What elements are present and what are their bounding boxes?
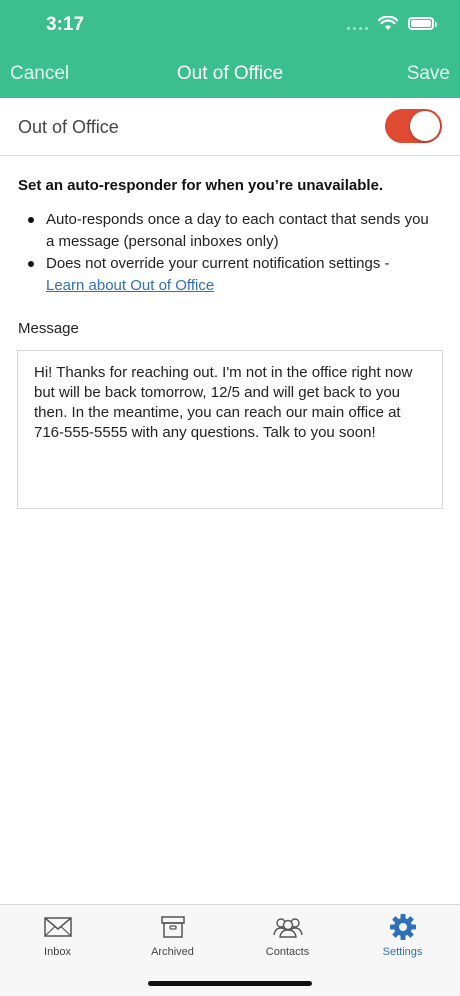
archive-box-icon bbox=[161, 915, 185, 939]
learn-about-link[interactable]: Learn about Out of Office bbox=[46, 277, 215, 294]
toggle-knob bbox=[410, 111, 440, 141]
info-heading: Set an auto-responder for when you’re unavailable. bbox=[18, 177, 384, 194]
tab-inbox[interactable] bbox=[0, 905, 115, 996]
header bbox=[0, 0, 460, 98]
out-of-office-toggle[interactable] bbox=[385, 109, 442, 143]
tab-settings[interactable] bbox=[345, 905, 460, 996]
bullet-item bbox=[18, 253, 438, 297]
out-of-office-label: Out of Office bbox=[18, 117, 119, 137]
tab-label: Contacts bbox=[265, 946, 310, 958]
page-title: Out of Office bbox=[176, 63, 284, 84]
status-time: 3:17 bbox=[46, 14, 85, 35]
status-indicators bbox=[347, 16, 434, 31]
gear-icon bbox=[389, 913, 417, 941]
message-label: Message bbox=[18, 320, 79, 337]
bullet-text: Auto-responds once a day to each contact that sends you a message (personal inboxes only) bbox=[46, 211, 429, 250]
wifi-icon bbox=[378, 16, 398, 31]
bullet-item bbox=[18, 209, 438, 253]
home-indicator bbox=[148, 981, 312, 986]
cellular-signal-icon bbox=[347, 18, 368, 30]
tab-label: Archived bbox=[151, 946, 194, 958]
nav-bar bbox=[0, 52, 460, 96]
status-bar bbox=[0, 0, 460, 50]
people-icon bbox=[272, 916, 304, 938]
envelope-icon bbox=[44, 917, 72, 937]
out-of-office-row bbox=[0, 98, 460, 156]
tab-label: Inbox bbox=[44, 946, 71, 958]
save-button[interactable]: Save bbox=[406, 63, 450, 84]
battery-icon bbox=[408, 17, 434, 30]
cancel-button[interactable]: Cancel bbox=[10, 63, 70, 84]
bullet-text: Does not override your current notification settings - bbox=[46, 255, 390, 272]
message-textarea[interactable] bbox=[17, 350, 443, 509]
tab-label: Settings bbox=[382, 946, 423, 958]
info-bullets bbox=[18, 209, 438, 297]
